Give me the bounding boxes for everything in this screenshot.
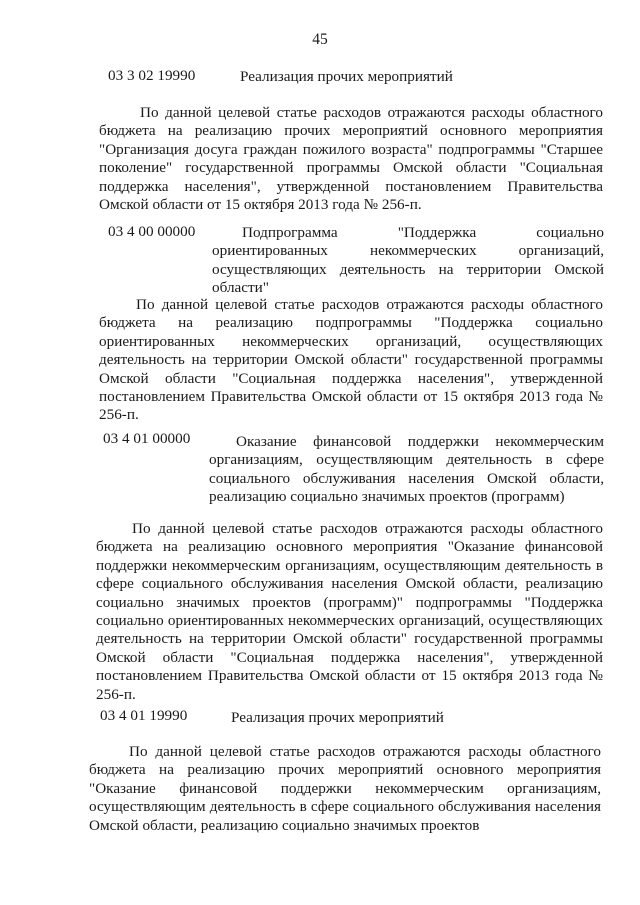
entry-code: 03 3 02 19990 <box>108 67 196 84</box>
entry-paragraph: По данной целевой статье расходов отражаются расходы областного бюджета на реализацию подпрограммы "Поддержка социально ориентированных некоммерческих организаций, осуществляющих деятельность на территории Омской области" государственной программы Омской области "Социальная поддержка населения", утвержденной постановлением Правительства Омской области от 15 октября 2013 года № 256-п. <box>99 296 603 424</box>
entry-paragraph: По данной целевой статье расходов отражаются расходы областного бюджета на реализацию прочих мероприятий основного мероприятия "Оказание финансовой поддержки некоммерческим организациям, осуществляющим деятельность в сфере социального обслуживания населения Омской области, реализацию социально значимых проектов <box>89 743 601 834</box>
entry-code: 03 4 01 19990 <box>100 707 188 724</box>
entry-code: 03 4 00 00000 <box>108 223 196 240</box>
entry-paragraph: По данной целевой статье расходов отражаются расходы областного бюджета на реализацию прочих мероприятий основного мероприятия "Организация досуга граждан пожилого возраста" подпрограммы "Старшее поколение" государственной программы Омской области "Социальная поддержка населения", утвержденной постановлением Правительства Омской области от 15 октября 2013 года № 256-п. <box>99 104 603 214</box>
entry-title: Реализация прочих мероприятий <box>231 709 444 726</box>
entry-code: 03 4 01 00000 <box>103 430 191 447</box>
entry-paragraph: По данной целевой статье расходов отражаются расходы областного бюджета на реализацию основного мероприятия "Оказание финансовой поддержки некоммерческим организациям, осуществляющим деятельность в сфере социального обслуживания населения Омской области, реализацию социально значимых проектов (программ)" подпрограммы "Поддержка социально ориентированных некоммерческих организаций, осуществляющих деятельность на территории Омской области" государственной программы Омской области "Социальная поддержка населения", утвержденной постановлением Правительства Омской области от 15 октября 2013 года № 256-п. <box>96 520 603 703</box>
entry-title: Реализация прочих мероприятий <box>240 68 453 85</box>
page-number: 45 <box>312 31 328 48</box>
entry-title: Подпрограмма "Поддержка социально ориентированных некоммерческих организаций, осуществляющих деятельность на территории Омской области" <box>212 224 604 297</box>
entry-title: Оказание финансовой поддержки некоммерческим организациям, осуществляющим деятельность в сфере социального обслуживания населения Омской области, реализацию социально значимых проектов (программ) <box>209 433 604 506</box>
